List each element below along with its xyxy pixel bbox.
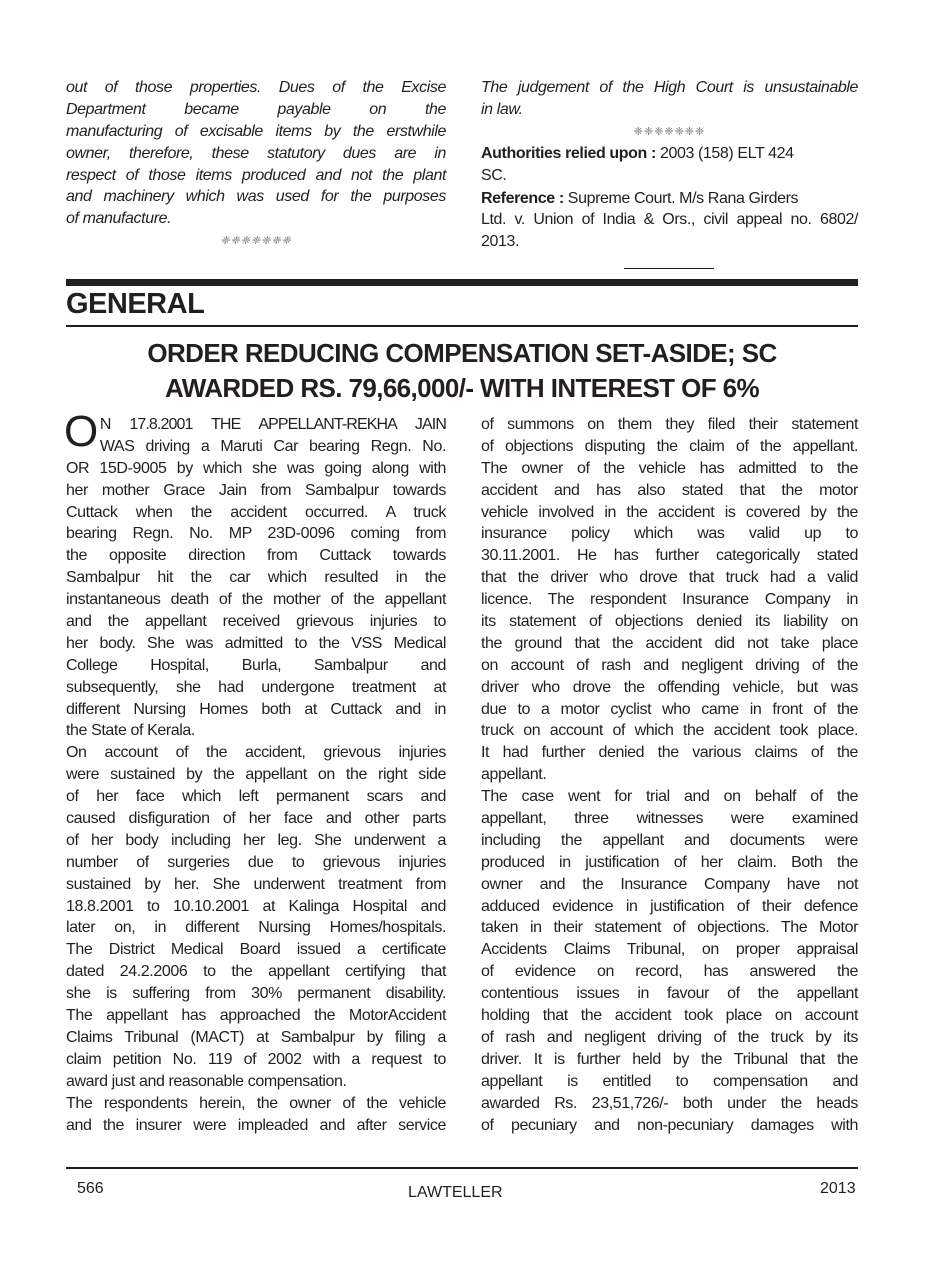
text-line: that the driver who drove that truck had a valid: [481, 569, 858, 587]
text-line: her body. She was admitted to the VSS Medical: [66, 634, 446, 652]
text-line: its statement of objections denied its liability on: [481, 613, 858, 631]
text-line: owner and the Insurance Company have not: [481, 875, 858, 893]
text-line: insurance policy which was valid up to: [481, 525, 858, 543]
text-line: vehicle involved in the accident is covered by the: [481, 503, 858, 521]
text-line: 18.8.2001 to 10.10.2001 at Kalinga Hospital and: [66, 897, 446, 915]
text-line: driver. It is further held by the Tribunal that the: [481, 1050, 858, 1068]
text-line: Ltd. v. Union of India & Ors., civil appeal no. 6802/: [481, 211, 858, 229]
text-line: subsequently, she had undergone treatment at: [66, 678, 446, 696]
text-line: claim petition No. 119 of 2002 with a request to: [66, 1050, 446, 1068]
text-line: and the appellant received grievous injuries to: [66, 613, 446, 631]
text-line: holding that the accident took place on account: [481, 1007, 858, 1025]
thick-divider: [66, 279, 858, 286]
text-line: 2013.: [481, 233, 520, 251]
text-line: out of those properties. Dues of the Excise: [66, 79, 446, 96]
short-divider: [624, 268, 714, 269]
text-line: appellant is entitled to compensation and: [481, 1072, 858, 1090]
journal-name: LAWTELLER: [408, 1184, 503, 1201]
text-line: of evidence on record, has answered the: [481, 963, 858, 981]
text-line: On account of the accident, grievous injuries: [66, 744, 446, 762]
reference-line: [481, 188, 858, 210]
text-line: adduced evidence in justification of their defence: [481, 897, 858, 915]
text-line: driver who drove the offending vehicle, but was: [481, 678, 858, 696]
paragraph: [66, 458, 446, 743]
text-line: her mother Grace Jain from Sambalpur towards: [66, 481, 446, 499]
text-line: dated 24.2.2006 to the appellant certifying that: [66, 963, 446, 981]
text-line: caused disfiguration of her face and other parts: [66, 810, 446, 828]
judgement-conclusion: [481, 77, 858, 121]
text-line: It had further denied the various claims of the: [481, 744, 858, 762]
text-line: Claims Tribunal (MACT) at Sambalpur by filing a: [66, 1028, 446, 1046]
authorities-label: Authorities relied upon :: [481, 144, 656, 162]
right-body-column: [481, 414, 858, 1136]
text-line: number of surgeries due to grievous injuries: [66, 853, 446, 871]
text-line: the opposite direction from Cuttack towards: [66, 547, 446, 565]
text-line: and the insurer were impleaded and after service: [66, 1116, 446, 1134]
paragraph: [66, 1093, 446, 1137]
year: 2013: [820, 1180, 856, 1197]
left-body-column: [64, 407, 446, 1136]
authorities-text-2: SC.: [481, 166, 507, 184]
text-line: Department became payable on the: [66, 100, 446, 118]
text-line: of pecuniary and non-pecuniary damages with: [481, 1116, 858, 1134]
text-line: appellant, three witnesses were examined: [481, 810, 858, 828]
text-line: the State of Kerala.: [66, 722, 195, 740]
title-line: AWARDED RS. 79,66,000/- WITH INTEREST OF 6%: [165, 373, 759, 403]
text-line: 30.11.2001. He has further categorically stated: [481, 547, 858, 565]
text-line: respect of those items produced and not the plant: [66, 166, 446, 184]
text-line: later on, in different Nursing Homes/hospitals.: [66, 919, 446, 937]
top-left-column: [66, 77, 446, 252]
text-line: taken in their statement of objections. The Motor: [481, 919, 858, 937]
text-line: The District Medical Board issued a certificate: [66, 941, 446, 959]
text-line: Accidents Claims Tribunal, on proper appraisal: [481, 941, 858, 959]
text-line: The appellant has approached the MotorAccident: [66, 1007, 446, 1025]
text-line: award just and reasonable compensation.: [66, 1072, 347, 1090]
drop-cap: O: [64, 407, 98, 456]
page-number: 566: [77, 1180, 104, 1197]
text-line: Sambalpur hit the car which resulted in the: [66, 569, 446, 587]
text-line: WAS driving a Maruti Car bearing Regn. No.: [99, 437, 446, 455]
section-heading: GENERAL: [66, 288, 205, 320]
text-line: The judgement of the High Court is unsustainable: [481, 79, 858, 96]
text-line: licence. The respondent Insurance Company in: [481, 591, 858, 609]
text-line: different Nursing Homes both at Cuttack and in: [66, 700, 446, 718]
reference-label: Reference :: [481, 189, 564, 207]
footer-rule: [66, 1167, 858, 1169]
text-line: The case went for trial and on behalf of the: [481, 788, 858, 806]
text-line: she is suffering from 30% permanent disability.: [66, 985, 446, 1003]
text-line: sustained by her. She underwent treatment from: [66, 875, 446, 893]
section-divider: [66, 325, 858, 327]
authorities-text: 2003 (158) ELT 424: [655, 144, 794, 162]
text-line: in law.: [481, 100, 523, 118]
text-line: accident and has also stated that the motor: [481, 481, 858, 499]
authorities-line: [481, 143, 858, 165]
text-line: of manufacture.: [66, 210, 172, 228]
separator-stars: ❈❈❈❈❈❈❈: [220, 235, 292, 248]
text-line: on account of rash and negligent driving of the: [481, 656, 858, 674]
text-line: of summons on them they filed their statement: [481, 416, 858, 433]
text-line: truck on account of which the accident took place.: [481, 722, 858, 740]
text-line: College Hospital, Burla, Sambalpur and: [66, 656, 446, 674]
top-right-column: [481, 77, 858, 253]
text-line: manufacturing of excisable items by the erstwhile: [66, 122, 446, 140]
text-line: The respondents herein, the owner of the vehicle: [66, 1094, 446, 1112]
text-line: OR 15D-9005 by which she was going along with: [66, 459, 446, 477]
article-title: [66, 336, 858, 406]
text-line: were sustained by the appellant on the right side: [66, 766, 446, 784]
title-line: ORDER REDUCING COMPENSATION SET-ASIDE; SC: [147, 338, 777, 368]
separator-stars: ❈❈❈❈❈❈❈: [633, 125, 706, 138]
paragraph: [481, 414, 858, 786]
paragraph: [66, 742, 446, 1092]
text-line: the ground that the accident did not take place: [481, 634, 858, 652]
text-line: The owner of the vehicle has admitted to the: [481, 459, 858, 477]
text-line: bearing Regn. No. MP 23D-0096 coming from: [66, 525, 446, 543]
text-line: of her face which left permanent scars and: [66, 788, 446, 806]
text-line: of her body including her leg. She underwent a: [66, 831, 446, 849]
text-line: and machinery which was used for the purposes: [66, 188, 446, 206]
text-line: appellant.: [481, 766, 547, 784]
text-line: including the appellant and documents were: [481, 831, 858, 849]
paragraph: [481, 786, 858, 1136]
text-line: of rash and negligent driving of the truck by its: [481, 1028, 858, 1046]
text-line: contentious issues in favour of the appellant: [481, 985, 858, 1003]
text-line: N 17.8.2001 THE APPELLANT-REKHA JAIN: [99, 416, 446, 433]
text-line: instantaneous death of the mother of the appellant: [66, 591, 446, 609]
text-line: awarded Rs. 23,51,726/- both under the heads: [481, 1094, 858, 1112]
text-line: owner, therefore, these statutory dues are in: [66, 144, 446, 162]
reference-continued: [481, 209, 858, 253]
text-line: Cuttack when the accident occurred. A truck: [66, 503, 446, 521]
reference-text: Supreme Court. M/s Rana Girders: [563, 189, 799, 207]
text-line: due to a motor cyclist who came in front of the: [481, 700, 858, 718]
text-line: produced in justification of her claim. Both the: [481, 853, 858, 871]
text-line: of objections disputing the claim of the appellant.: [481, 437, 858, 455]
